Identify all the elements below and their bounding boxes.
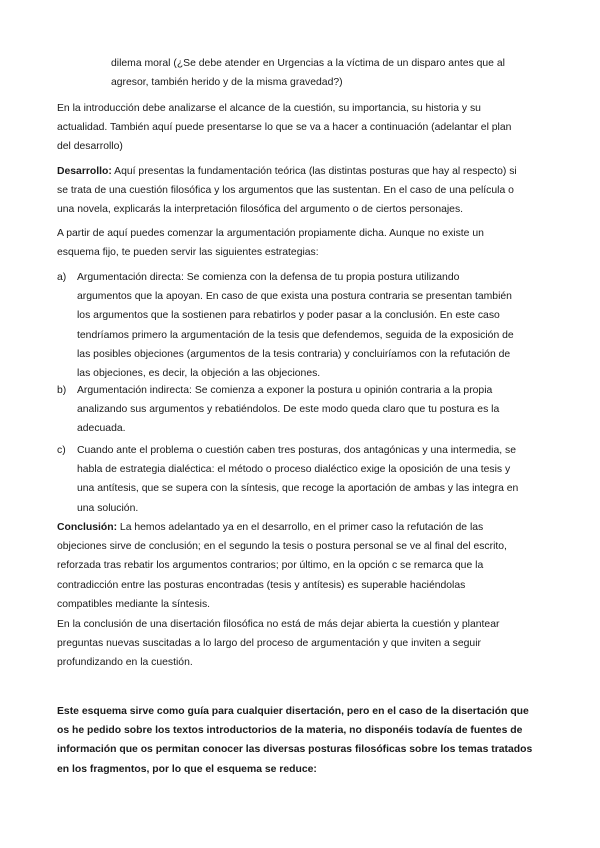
- text-line: las posibles objeciones (argumentos de la tesis contraria) y concluiríamos con la refutación de: [77, 348, 511, 360]
- text-line: actualidad. También aquí puede presentarse lo que se va a hacer a continuación (adelantar el plan: [57, 122, 512, 134]
- final-paragraph: [57, 615, 543, 673]
- text-line: tendríamos primero la argumentación de la tesis que defendemos, seguida de la exposición de: [77, 329, 514, 341]
- text-line: Argumentación directa: Se comienza con la defensa de tu propia postura utilizando: [77, 272, 460, 283]
- list-marker: c): [57, 445, 66, 456]
- conclusion-paragraph: [57, 518, 543, 614]
- strategy-item-text: [77, 268, 543, 383]
- text-line: habla de estrategia dialéctica: el método o proceso dialéctico exige la oposición de una tesis y: [77, 464, 511, 476]
- text-line: Cuando ante el problema o cuestión caben tres posturas, dos antagónicas y una intermedia, se: [77, 445, 516, 456]
- text-line: Este esquema sirve como guía para cualquier disertación, pero en el caso de la disertación que: [57, 706, 529, 717]
- introduction-paragraph: [57, 99, 543, 157]
- text-line: En la introducción debe analizarse el alcance de la cuestión, su importancia, su historia y su: [57, 103, 481, 114]
- text-line: Argumentación indirecta: Se comienza a exponer la postura u opinión contraria a la propia: [77, 385, 493, 396]
- text-line: una novela, explicarás la interpretación filosófica del argumento o de ciertos personajes.: [57, 204, 464, 216]
- strategy-item-text: [77, 381, 543, 439]
- text-line: en los fragmentos, por lo que el esquema se reduce:: [57, 763, 317, 775]
- scheme-note-paragraph: [57, 702, 543, 779]
- strategy-item-text: [77, 441, 543, 518]
- text-line: En la conclusión de una disertación filosófica no está de más dejar abierta la cuestión y plantear: [57, 619, 500, 630]
- text-line: adecuada.: [77, 423, 126, 435]
- dilemma-example-continuation: [111, 54, 543, 92]
- text-line: una solución.: [77, 502, 139, 514]
- conclusion-text: La hemos adelantado ya en el desarrollo, en el primer caso la refutación de las: [117, 522, 484, 533]
- text-line: los argumentos que la sostienen para rebatirlos y poder pasar a la conclusión. En este caso: [77, 310, 500, 322]
- conclusion-label: Conclusión:: [57, 522, 118, 533]
- text-line: una antítesis, que se supera con la síntesis, que recoge la aportación de ambas y las integra en: [77, 483, 519, 495]
- desarrollo-label: Desarrollo:: [57, 166, 112, 177]
- text-line: información que os permitan conocer las diversas posturas filosóficas sobre los temas tratados: [57, 744, 533, 756]
- text-line: A partir de aquí puedes comenzar la argumentación propiamente dicha. Aunque no existe un: [57, 228, 484, 239]
- text-line: se trata de una cuestión filosófica y los argumentos que las sustentan. En el caso de una película o: [57, 185, 514, 197]
- text-line: las objeciones, es decir, la objeción a las objeciones.: [77, 368, 321, 380]
- text-line: [57, 518, 543, 537]
- text-line: profundizando en la cuestión.: [57, 657, 193, 669]
- text-line: reforzada tras rebatir los argumentos contrarios; por último, en la opción c se remarca que la: [57, 560, 484, 572]
- desarrollo-paragraph: [57, 162, 543, 220]
- text-line: compatibles mediante la síntesis.: [57, 598, 211, 610]
- text-line: analizando sus argumentos y rebatiéndolos. De este modo queda claro que tu postura es la: [77, 404, 500, 416]
- text-line: [57, 162, 543, 181]
- text-line: dilema moral (¿Se debe atender en Urgencias a la víctima de un disparo antes que al: [111, 58, 505, 69]
- text-line: preguntas nuevas suscitadas a lo largo del proceso de argumentación y que inviten a seguir: [57, 638, 481, 650]
- text-line: argumentos que la apoyan. En caso de que exista una postura contraria se presentan también: [77, 291, 512, 303]
- text-line: contradicción entre las posturas encontradas (tesis y antítesis) es superable haciéndolas: [57, 579, 466, 591]
- desarrollo-text: Aquí presentas la fundamentación teórica (las distintas posturas que hay al respecto) si: [111, 166, 517, 177]
- text-line: esquema fijo, te pueden servir las siguientes estrategias:: [57, 247, 319, 259]
- text-line: agresor, también herido y de la misma gravedad?): [111, 77, 343, 89]
- text-line: del desarrollo): [57, 141, 123, 153]
- list-marker: a): [57, 272, 67, 283]
- text-line: objeciones sirve de conclusión; en el segundo la tesis o postura personal se ve al final del escrito,: [57, 541, 507, 553]
- text-line: os he pedido sobre los textos introductorios de la materia, no disponéis todavía de fuentes de: [57, 725, 523, 737]
- strategies-intro-paragraph: [57, 224, 543, 262]
- list-marker: b): [57, 385, 67, 396]
